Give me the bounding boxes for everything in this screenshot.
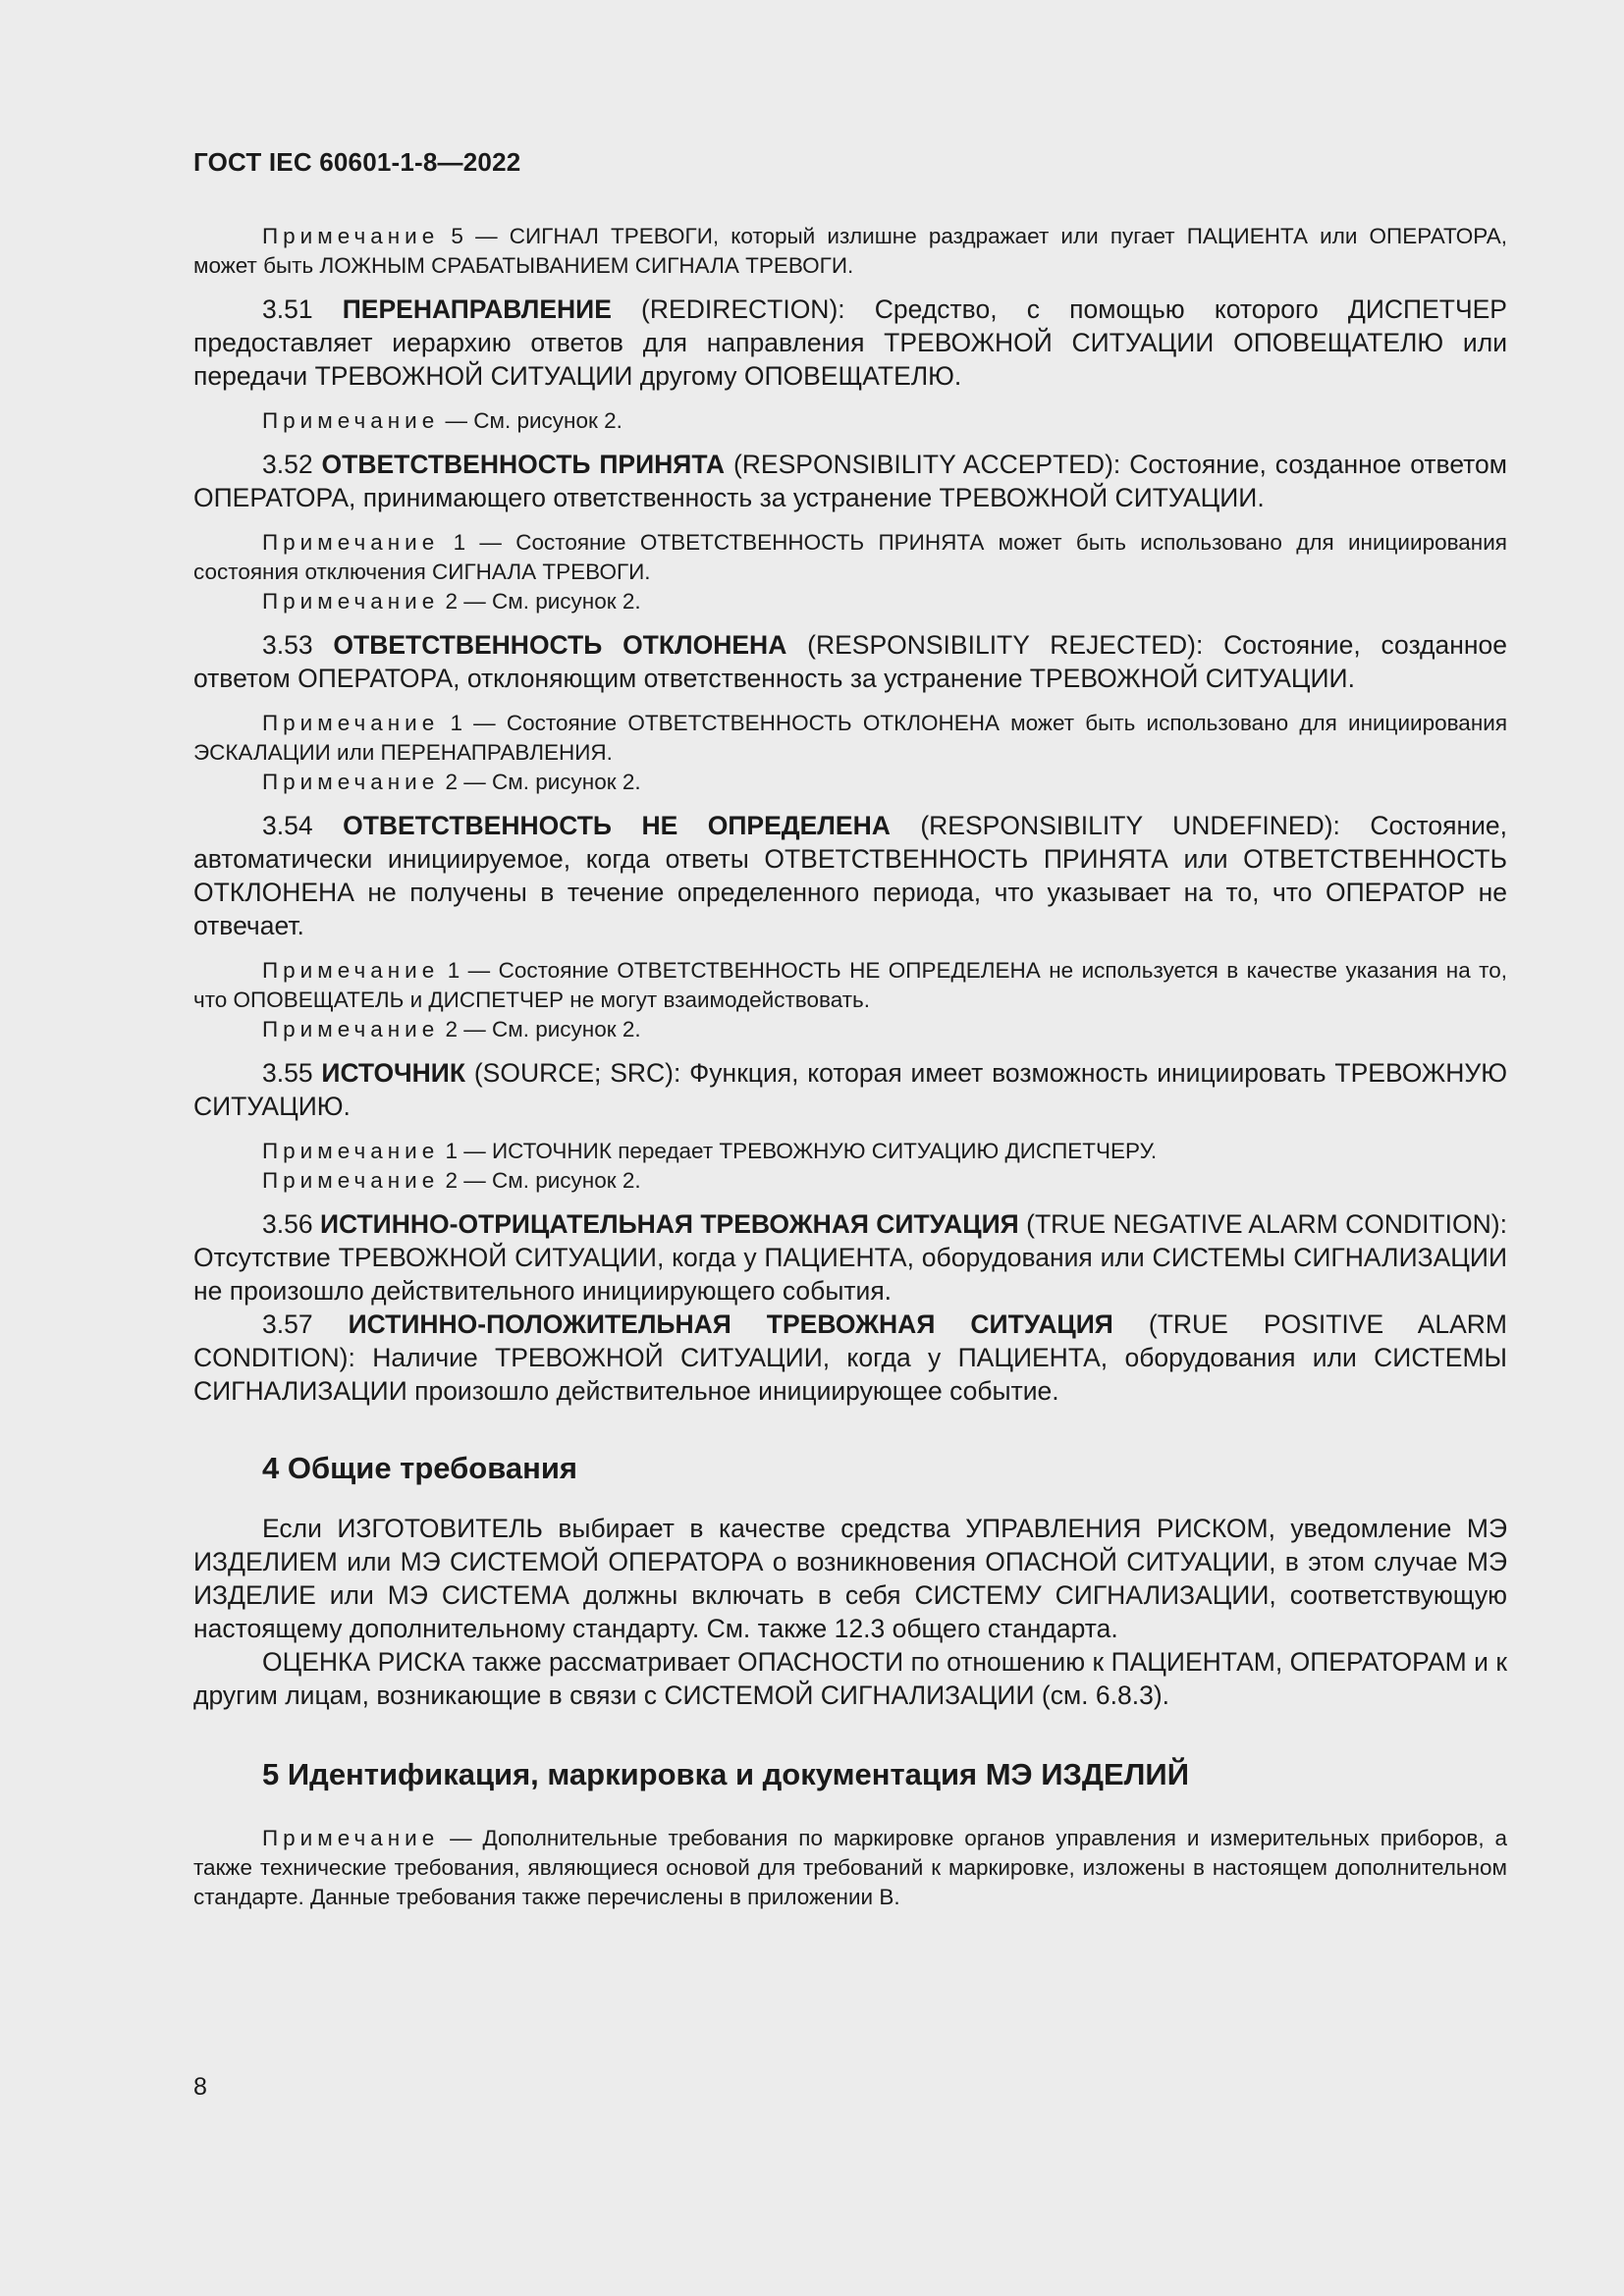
section-4-title: 4 Общие требования <box>262 1451 577 1485</box>
section-4-paragraph-2: ОЦЕНКА РИСКА также рассматривает ОПАСНОСТИ по отношению к ПАЦИЕНТАМ, ОПЕРАТОРАМ и к другим лицам, возникающие в связи с СИСТЕМОЙ СИГНАЛИЗАЦИИ (см. 6.8.3). <box>193 1647 1507 1710</box>
term-3-52: 3.52 ОТВЕТСТВЕННОСТЬ ПРИНЯТА (RESPONSIBILITY ACCEPTED): Состояние, созданное ответом ОПЕРАТОРА, принимающего ответственность за устранение ТРЕВОЖНОЙ СИТУАЦИИ. <box>193 450 1507 512</box>
note-3-53-1: Примечание 1 — Состояние ОТВЕТСТВЕННОСТЬ ОТКЛОНЕНА может быть использовано для инициирования ЭСКАЛАЦИИ или ПЕРЕНАПРАВЛЕНИЯ. <box>193 711 1507 765</box>
term-3-51: 3.51 ПЕРЕНАПРАВЛЕНИЕ (REDIRECTION): Средство, с помощью которого ДИСПЕТЧЕР предоставляет иерархию ответов для направления ТРЕВОЖНОЙ СИТУАЦИИ ОПОВЕЩАТЕЛЮ или передачи ТРЕВОЖНОЙ СИТУАЦИИ другому ОПОВЕЩАТЕЛЮ. <box>193 294 1507 391</box>
term-3-57: 3.57 ИСТИННО-ПОЛОЖИТЕЛЬНАЯ ТРЕВОЖНАЯ СИТУАЦИЯ (TRUE POSITIVE ALARM CONDITION): Наличие ТРЕВОЖНОЙ СИТУАЦИИ, когда у ПАЦИЕНТА, оборудования или СИСТЕМЫ СИГНАЛИЗАЦИИ произошло действительное инициирующее событие. <box>193 1309 1507 1406</box>
term-3-55: 3.55 ИСТОЧНИК (SOURCE; SRC): Функция, которая имеет возможность инициировать ТРЕВОЖНУЮ СИТУАЦИЮ. <box>193 1058 1507 1121</box>
note-3-55-2: Примечание 2 — См. рисунок 2. <box>262 1168 641 1193</box>
note-3-51: Примечание — См. рисунок 2. <box>262 408 623 433</box>
page-number: 8 <box>193 2073 207 2101</box>
section-5-title: 5 Идентификация, маркировка и документация МЭ ИЗДЕЛИЙ <box>262 1757 1189 1791</box>
note-section-5: Примечание — Дополнительные требования по маркировке органов управления и измерительных приборов, а также технические требования, являющиеся основой для требований к маркировке, изложены в настоящем дополнительном стандарте. Данные требования также перечислены в приложении В. <box>193 1826 1507 1909</box>
document-header: ГОСТ IEC 60601-1-8—2022 <box>193 147 521 177</box>
note-3-54-2: Примечание 2 — См. рисунок 2. <box>262 1017 641 1041</box>
note-3-52-1: Примечание 1 — Состояние ОТВЕТСТВЕННОСТЬ ПРИНЯТА может быть использовано для инициирования состояния отключения СИГНАЛА ТРЕВОГИ. <box>193 530 1507 584</box>
note-3-50-5: Примечание 5 — СИГНАЛ ТРЕВОГИ, который излишне раздражает или пугает ПАЦИЕНТА или ОПЕРАТОРА, может быть ЛОЖНЫМ СРАБАТЫВАНИЕМ СИГНАЛА ТРЕВОГИ. <box>193 224 1507 278</box>
section-4-paragraph-1: Если ИЗГОТОВИТЕЛЬ выбирает в качестве средства УПРАВЛЕНИЯ РИСКОМ, уведомление МЭ ИЗДЕЛИЕМ или МЭ СИСТЕМОЙ ОПЕРАТОРА о возникновения ОПАСНОЙ СИТУАЦИИ, в этом случае МЭ ИЗДЕЛИЕ или МЭ СИСТЕМА должны включать в себя СИСТЕМУ СИГНАЛИЗАЦИИ, соответствующую настоящему дополнительному стандарту. См. также 12.3 общего стандарта. <box>193 1514 1507 1643</box>
page-content <box>193 222 1507 1912</box>
note-3-53-2: Примечание 2 — См. рисунок 2. <box>262 770 641 794</box>
note-3-55-1: Примечание 1 — ИСТОЧНИК передает ТРЕВОЖНУЮ СИТУАЦИЮ ДИСПЕТЧЕРУ. <box>262 1139 1158 1163</box>
term-3-54: 3.54 ОТВЕТСТВЕННОСТЬ НЕ ОПРЕДЕЛЕНА (RESPONSIBILITY UNDEFINED): Состояние, автоматически инициируемое, когда ответы ОТВЕТСТВЕННОСТЬ ПРИНЯТА или ОТВЕТСТВЕННОСТЬ ОТКЛОНЕНА не получены в течение определенного периода, что указывает на то, что ОПЕРАТОР не отвечает. <box>193 811 1507 940</box>
term-3-53: 3.53 ОТВЕТСТВЕННОСТЬ ОТКЛОНЕНА (RESPONSIBILITY REJECTED): Состояние, созданное ответом ОПЕРАТОРА, отклоняющим ответственность за устранение ТРЕВОЖНОЙ СИТУАЦИИ. <box>193 630 1507 693</box>
term-3-56: 3.56 ИСТИННО-ОТРИЦАТЕЛЬНАЯ ТРЕВОЖНАЯ СИТУАЦИЯ (TRUE NEGATIVE ALARM CONDITION): Отсутствие ТРЕВОЖНОЙ СИТУАЦИИ, когда у ПАЦИЕНТА, оборудования или СИСТЕМЫ СИГНАЛИЗАЦИИ не произошло действительного инициирующего события. <box>193 1209 1507 1306</box>
note-3-52-2: Примечание 2 — См. рисунок 2. <box>262 589 641 614</box>
note-3-54-1: Примечание 1 — Состояние ОТВЕТСТВЕННОСТЬ НЕ ОПРЕДЕЛЕНА не используется в качестве указания на то, что ОПОВЕЩАТЕЛЬ и ДИСПЕТЧЕР не могут взаимодействовать. <box>193 958 1507 1012</box>
